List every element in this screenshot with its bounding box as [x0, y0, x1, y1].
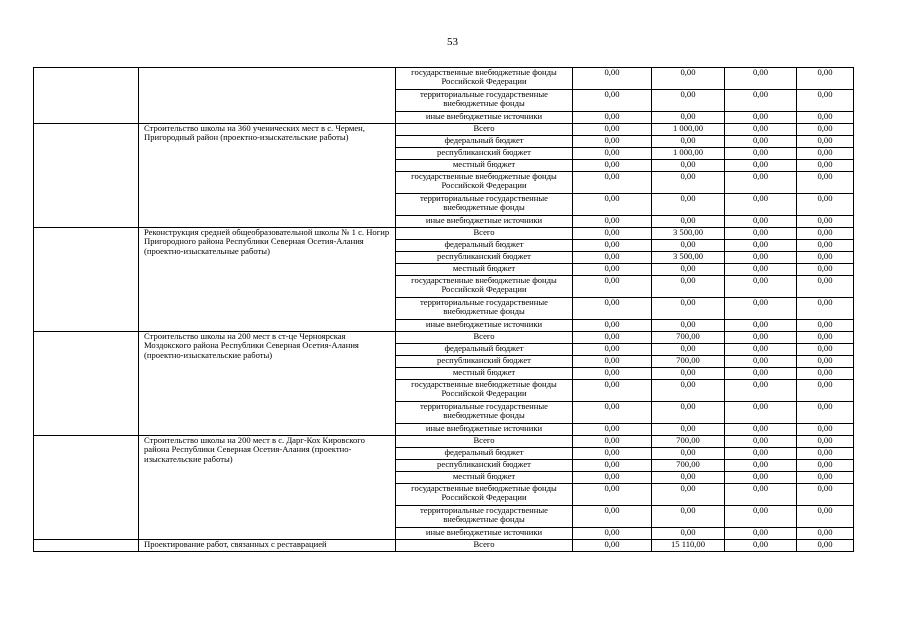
amount-cell: 0,00	[573, 136, 652, 148]
amount-cell: 1 000,00	[652, 124, 725, 136]
funding-source-cell: территориальные государственные внебюджетные фонды	[396, 194, 573, 216]
amount-cell: 700,00	[652, 356, 725, 368]
amount-cell: 0,00	[725, 448, 797, 460]
amount-cell: 0,00	[652, 380, 725, 402]
amount-cell: 0,00	[573, 540, 652, 552]
amount-cell: 0,00	[725, 472, 797, 484]
amount-cell: 0,00	[573, 380, 652, 402]
funding-source-cell: государственные внебюджетные фонды Российской Федерации	[396, 380, 573, 402]
amount-cell: 0,00	[797, 276, 854, 298]
amount-cell: 0,00	[797, 228, 854, 240]
amount-cell: 0,00	[725, 298, 797, 320]
amount-cell: 0,00	[725, 380, 797, 402]
funding-source-cell: иные внебюджетные источники	[396, 112, 573, 124]
amount-cell: 0,00	[573, 528, 652, 540]
row-number-cell	[34, 332, 139, 436]
amount-cell: 0,00	[652, 424, 725, 436]
amount-cell: 0,00	[573, 216, 652, 228]
amount-cell: 0,00	[573, 332, 652, 344]
amount-cell: 0,00	[797, 124, 854, 136]
amount-cell: 0,00	[652, 506, 725, 528]
amount-cell: 0,00	[573, 472, 652, 484]
amount-cell: 0,00	[797, 264, 854, 276]
amount-cell: 0,00	[573, 160, 652, 172]
amount-cell: 0,00	[797, 402, 854, 424]
funding-source-cell: республиканский бюджет	[396, 356, 573, 368]
funding-source-cell: территориальные государственные внебюджетные фонды	[396, 298, 573, 320]
amount-cell: 0,00	[573, 252, 652, 264]
funding-source-cell: государственные внебюджетные фонды Российской Федерации	[396, 484, 573, 506]
amount-cell: 0,00	[652, 276, 725, 298]
amount-cell: 0,00	[725, 216, 797, 228]
amount-cell: 0,00	[652, 402, 725, 424]
amount-cell: 0,00	[573, 68, 652, 90]
amount-cell: 0,00	[573, 356, 652, 368]
project-name-cell	[139, 68, 396, 124]
funding-source-cell: федеральный бюджет	[396, 448, 573, 460]
amount-cell: 0,00	[573, 90, 652, 112]
amount-cell: 0,00	[725, 124, 797, 136]
amount-cell: 0,00	[797, 90, 854, 112]
amount-cell: 0,00	[797, 332, 854, 344]
amount-cell: 0,00	[573, 368, 652, 380]
amount-cell: 0,00	[725, 332, 797, 344]
amount-cell: 0,00	[573, 124, 652, 136]
amount-cell: 0,00	[652, 172, 725, 194]
funding-source-cell: федеральный бюджет	[396, 240, 573, 252]
amount-cell: 0,00	[797, 506, 854, 528]
amount-cell: 0,00	[573, 460, 652, 472]
table-row	[34, 68, 854, 90]
amount-cell: 0,00	[725, 112, 797, 124]
amount-cell: 0,00	[573, 298, 652, 320]
amount-cell: 0,00	[725, 402, 797, 424]
table-row	[34, 332, 854, 344]
amount-cell: 0,00	[573, 448, 652, 460]
funding-source-cell: иные внебюджетные источники	[396, 320, 573, 332]
funding-source-cell: иные внебюджетные источники	[396, 216, 573, 228]
funding-source-cell: территориальные государственные внебюджетные фонды	[396, 90, 573, 112]
project-name-cell: Проектирование работ, связанных с реставрацией	[139, 540, 396, 552]
amount-cell: 0,00	[797, 356, 854, 368]
amount-cell: 0,00	[725, 344, 797, 356]
amount-cell: 0,00	[797, 472, 854, 484]
amount-cell: 0,00	[652, 160, 725, 172]
amount-cell: 0,00	[652, 216, 725, 228]
amount-cell: 0,00	[652, 448, 725, 460]
amount-cell: 0,00	[797, 320, 854, 332]
project-name-cell: Строительство школы на 200 мест в с. Дарг-Кох Кировского района Республики Северная Осетия-Алания (проектно-изыскательские работы)	[139, 436, 396, 540]
amount-cell: 0,00	[725, 276, 797, 298]
amount-cell: 0,00	[797, 436, 854, 448]
amount-cell: 0,00	[652, 344, 725, 356]
amount-cell: 0,00	[797, 68, 854, 90]
amount-cell: 0,00	[652, 528, 725, 540]
amount-cell: 0,00	[797, 460, 854, 472]
amount-cell: 0,00	[725, 252, 797, 264]
amount-cell: 0,00	[797, 484, 854, 506]
amount-cell: 0,00	[573, 506, 652, 528]
amount-cell: 0,00	[573, 424, 652, 436]
funding-source-cell: иные внебюджетные источники	[396, 528, 573, 540]
row-number-cell	[34, 540, 139, 552]
funding-source-cell: территориальные государственные внебюджетные фонды	[396, 402, 573, 424]
amount-cell: 0,00	[652, 240, 725, 252]
amount-cell: 0,00	[797, 172, 854, 194]
amount-cell: 0,00	[797, 194, 854, 216]
budget-table	[33, 67, 854, 552]
amount-cell: 0,00	[725, 264, 797, 276]
funding-source-cell: республиканский бюджет	[396, 148, 573, 160]
funding-source-cell: федеральный бюджет	[396, 136, 573, 148]
funding-source-cell: государственные внебюджетные фонды Российской Федерации	[396, 276, 573, 298]
amount-cell: 0,00	[797, 448, 854, 460]
table-row	[34, 124, 854, 136]
amount-cell: 0,00	[725, 228, 797, 240]
amount-cell: 0,00	[725, 320, 797, 332]
funding-source-cell: Всего	[396, 332, 573, 344]
amount-cell: 0,00	[797, 368, 854, 380]
funding-source-cell: Всего	[396, 436, 573, 448]
funding-source-cell: местный бюджет	[396, 472, 573, 484]
amount-cell: 0,00	[725, 148, 797, 160]
amount-cell: 0,00	[725, 436, 797, 448]
amount-cell: 0,00	[797, 298, 854, 320]
row-number-cell	[34, 124, 139, 228]
row-number-cell	[34, 68, 139, 124]
page-number: 53	[447, 36, 458, 48]
amount-cell: 0,00	[573, 264, 652, 276]
amount-cell: 0,00	[797, 252, 854, 264]
funding-source-cell: местный бюджет	[396, 368, 573, 380]
amount-cell: 0,00	[652, 136, 725, 148]
amount-cell: 0,00	[725, 424, 797, 436]
amount-cell: 0,00	[797, 424, 854, 436]
amount-cell: 1 000,00	[652, 148, 725, 160]
amount-cell: 700,00	[652, 460, 725, 472]
amount-cell: 0,00	[573, 344, 652, 356]
amount-cell: 0,00	[652, 368, 725, 380]
amount-cell: 0,00	[797, 344, 854, 356]
funding-source-cell: Всего	[396, 124, 573, 136]
amount-cell: 0,00	[573, 276, 652, 298]
amount-cell: 0,00	[652, 298, 725, 320]
funding-source-cell: местный бюджет	[396, 160, 573, 172]
funding-source-cell: государственные внебюджетные фонды Российской Федерации	[396, 172, 573, 194]
amount-cell: 0,00	[725, 506, 797, 528]
amount-cell: 0,00	[797, 540, 854, 552]
table-body	[34, 68, 854, 552]
amount-cell: 3 500,00	[652, 252, 725, 264]
amount-cell: 0,00	[725, 460, 797, 472]
amount-cell: 700,00	[652, 332, 725, 344]
amount-cell: 0,00	[573, 436, 652, 448]
amount-cell: 700,00	[652, 436, 725, 448]
table-row	[34, 228, 854, 240]
amount-cell: 0,00	[797, 136, 854, 148]
amount-cell: 0,00	[725, 540, 797, 552]
amount-cell: 0,00	[725, 368, 797, 380]
amount-cell: 0,00	[652, 68, 725, 90]
amount-cell: 0,00	[725, 356, 797, 368]
amount-cell: 0,00	[725, 136, 797, 148]
amount-cell: 0,00	[725, 528, 797, 540]
amount-cell: 0,00	[652, 90, 725, 112]
amount-cell: 0,00	[797, 112, 854, 124]
amount-cell: 0,00	[725, 172, 797, 194]
amount-cell: 0,00	[797, 528, 854, 540]
amount-cell: 0,00	[725, 68, 797, 90]
funding-source-cell: иные внебюджетные источники	[396, 424, 573, 436]
funding-source-cell: местный бюджет	[396, 264, 573, 276]
amount-cell: 0,00	[573, 320, 652, 332]
amount-cell: 0,00	[573, 148, 652, 160]
amount-cell: 0,00	[652, 472, 725, 484]
amount-cell: 0,00	[725, 484, 797, 506]
amount-cell: 0,00	[725, 160, 797, 172]
table-row	[34, 540, 854, 552]
funding-source-cell: республиканский бюджет	[396, 460, 573, 472]
amount-cell: 0,00	[573, 484, 652, 506]
row-number-cell	[34, 228, 139, 332]
amount-cell: 0,00	[797, 160, 854, 172]
amount-cell: 0,00	[725, 240, 797, 252]
amount-cell: 0,00	[652, 194, 725, 216]
amount-cell: 0,00	[725, 90, 797, 112]
amount-cell: 15 110,00	[652, 540, 725, 552]
amount-cell: 0,00	[573, 228, 652, 240]
project-name-cell: Строительство школы на 200 мест в ст-це Черноярская Моздокского района Республики Северная Осетия-Алания (проектно-изыскательские работы)	[139, 332, 396, 436]
amount-cell: 0,00	[652, 112, 725, 124]
funding-source-cell: государственные внебюджетные фонды Российской Федерации	[396, 68, 573, 90]
funding-source-cell: территориальные государственные внебюджетные фонды	[396, 506, 573, 528]
funding-source-cell: Всего	[396, 540, 573, 552]
project-name-cell: Строительство школы на 360 ученических мест в с. Чермен, Пригородный район (проектно-изыскательские работы)	[139, 124, 396, 228]
amount-cell: 0,00	[573, 112, 652, 124]
amount-cell: 0,00	[573, 240, 652, 252]
funding-source-cell: Всего	[396, 228, 573, 240]
amount-cell: 0,00	[573, 172, 652, 194]
amount-cell: 0,00	[652, 264, 725, 276]
amount-cell: 0,00	[725, 194, 797, 216]
row-number-cell	[34, 436, 139, 540]
amount-cell: 0,00	[573, 402, 652, 424]
amount-cell: 0,00	[797, 380, 854, 402]
amount-cell: 0,00	[573, 194, 652, 216]
project-name-cell: Реконструкция средней общеобразовательной школы № 1 с. Ногир Пригородного района Республики Северная Осетия-Алания (проектно-изыскательные работы)	[139, 228, 396, 332]
funding-source-cell: федеральный бюджет	[396, 344, 573, 356]
amount-cell: 0,00	[797, 148, 854, 160]
amount-cell: 0,00	[797, 240, 854, 252]
amount-cell: 0,00	[797, 216, 854, 228]
amount-cell: 0,00	[652, 484, 725, 506]
table-row	[34, 436, 854, 448]
amount-cell: 3 500,00	[652, 228, 725, 240]
funding-source-cell: республиканский бюджет	[396, 252, 573, 264]
amount-cell: 0,00	[652, 320, 725, 332]
